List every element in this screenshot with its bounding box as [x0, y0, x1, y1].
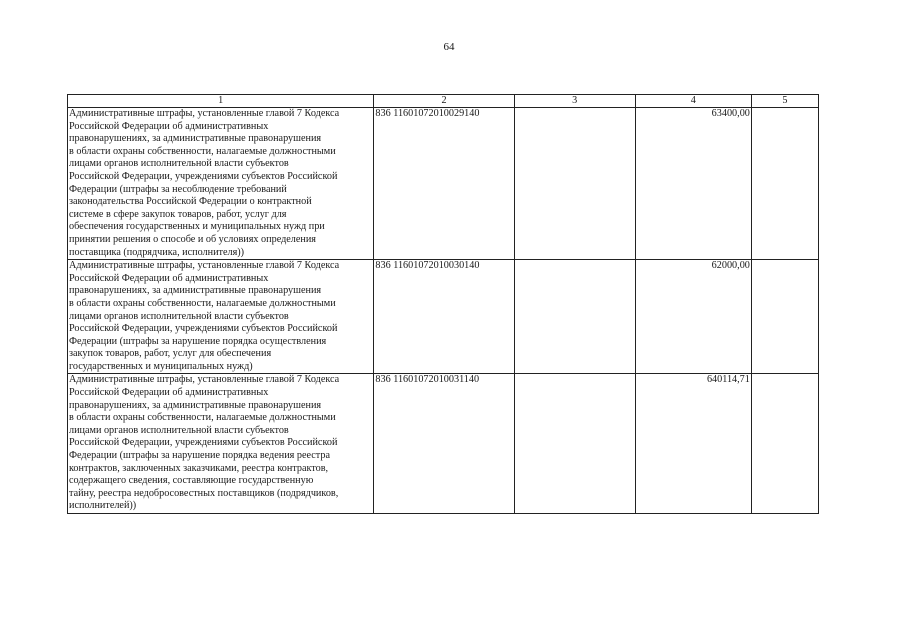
row-col5-cell: [751, 374, 818, 514]
row-col5-cell: [751, 260, 818, 374]
row-code-cell: 836 11601072010031140: [374, 374, 514, 514]
column-header-3: 3: [514, 95, 635, 108]
row-code-cell: 836 11601072010029140: [374, 108, 514, 260]
row-name-cell: Административные штрафы, установленные главой 7 Кодекса Российской Федерации об административных правонарушениях, за административные правонарушения в области охраны собственности, налагаемые должностными лицами органов исполнительной власти субъектов Российской Федерации, учреждениями субъектов Российской Федерации (штрафы за нарушение порядка ведения реестра контрактов, заключенных заказчиками, реестра контрактов, содержащего сведения, составляющие государственную тайну, реестра недобросовестных поставщиков (подрядчиков, исполнителей)): [68, 374, 374, 514]
row-name-cell: Административные штрафы, установленные главой 7 Кодекса Российской Федерации об административных правонарушениях, за административные правонарушения в области охраны собственности, налагаемые должностными лицами органов исполнительной власти субъектов Российской Федерации, учреждениями субъектов Российской Федерации (штрафы за нарушение порядка осуществления закупок товаров, работ, услуг для обеспечения государственных и муниципальных нужд): [68, 260, 374, 374]
row-name-cell: Административные штрафы, установленные главой 7 Кодекса Российской Федерации об административных правонарушениях, за административные правонарушения в области охраны собственности, налагаемые должностными лицами органов исполнительной власти субъектов Российской Федерации, учреждениями субъектов Российской Федерации (штрафы за несоблюдение требований законодательства Российской Федерации о контрактной системе в сфере закупок товаров, работ, услуг для обеспечения государственных и муниципальных нужд при принятии решения о способе и об условиях определения поставщика (подрядчика, исполнителя)): [68, 108, 374, 260]
table-row: [68, 374, 819, 514]
column-header-2: 2: [374, 95, 514, 108]
row-amount-cell: 640114,71: [635, 374, 751, 514]
row-col3-cell: [514, 374, 635, 514]
table-row: [68, 260, 819, 374]
row-col3-cell: [514, 260, 635, 374]
column-header-4: 4: [635, 95, 751, 108]
row-code-cell: 836 11601072010030140: [374, 260, 514, 374]
table-header-row: [68, 95, 819, 108]
budget-table: [67, 94, 819, 514]
row-amount-cell: 63400,00: [635, 108, 751, 260]
row-col3-cell: [514, 108, 635, 260]
column-header-1: 1: [68, 95, 374, 108]
row-col5-cell: [751, 108, 818, 260]
column-header-5: 5: [751, 95, 818, 108]
page-number: 64: [443, 41, 455, 53]
table-row: [68, 108, 819, 260]
row-amount-cell: 62000,00: [635, 260, 751, 374]
